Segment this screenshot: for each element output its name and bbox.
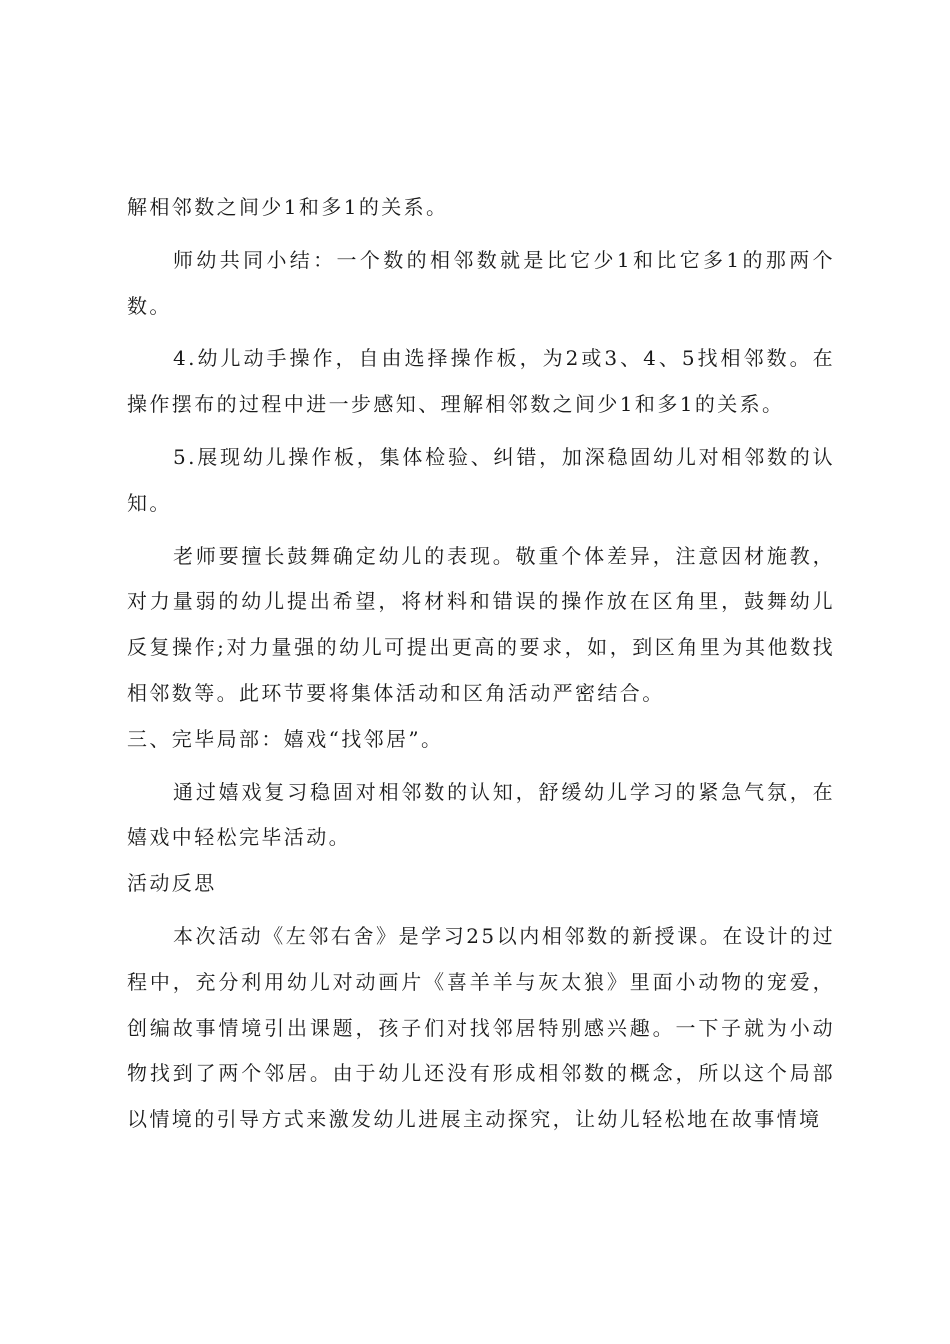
paragraph-teacher-note: 老师要擅长鼓舞确定幼儿的表现。敬重个体差异，注意因材施教，对力量弱的幼儿提出希望，将材料和错误的操作放在区角里，鼓舞幼儿反复操作;对力量强的幼儿可提出更高的要求，如，到区角里为其他数找相邻数等。此环节要将集体活动和区角活动严密结合。	[127, 543, 835, 705]
paragraph-summary: 师幼共同小结：一个数的相邻数就是比它少1和比它多1的那两个数。	[127, 247, 835, 318]
paragraph-step-4: 4.幼儿动手操作，自由选择操作板，为2或3、4、5找相邻数。在操作摆布的过程中进一步感知、理解相邻数之间少1和多1的关系。	[127, 346, 835, 417]
paragraph-step-5: 5.展现幼儿操作板，集体检验、纠错，加深稳固幼儿对相邻数的认知。	[127, 444, 835, 515]
section-heading-reflection: 活动反思	[127, 871, 217, 896]
section-heading-ending: 三、完毕局部：嬉戏“找邻居”。	[127, 726, 444, 751]
document-body	[127, 185, 835, 1143]
paragraph-reflection: 本次活动《左邻右舍》是学习25以内相邻数的新授课。在设计的过程中，充分利用幼儿对动画片《喜羊羊与灰太狼》里面小动物的宠爱，创编故事情境引出课题，孩子们对找邻居特别感兴趣。一下子就为小动物找到了两个邻居。由于幼儿还没有形成相邻数的概念，所以这个局部以情境的引导方式来激发幼儿进展主动探究，让幼儿轻松地在故事情境	[127, 923, 835, 1132]
paragraph-game: 通过嬉戏复习稳固对相邻数的认知，舒缓幼儿学习的紧急气氛，在嬉戏中轻松完毕活动。	[127, 779, 835, 850]
paragraph-continuation: 解相邻数之间少1和多1的关系。	[127, 195, 449, 219]
